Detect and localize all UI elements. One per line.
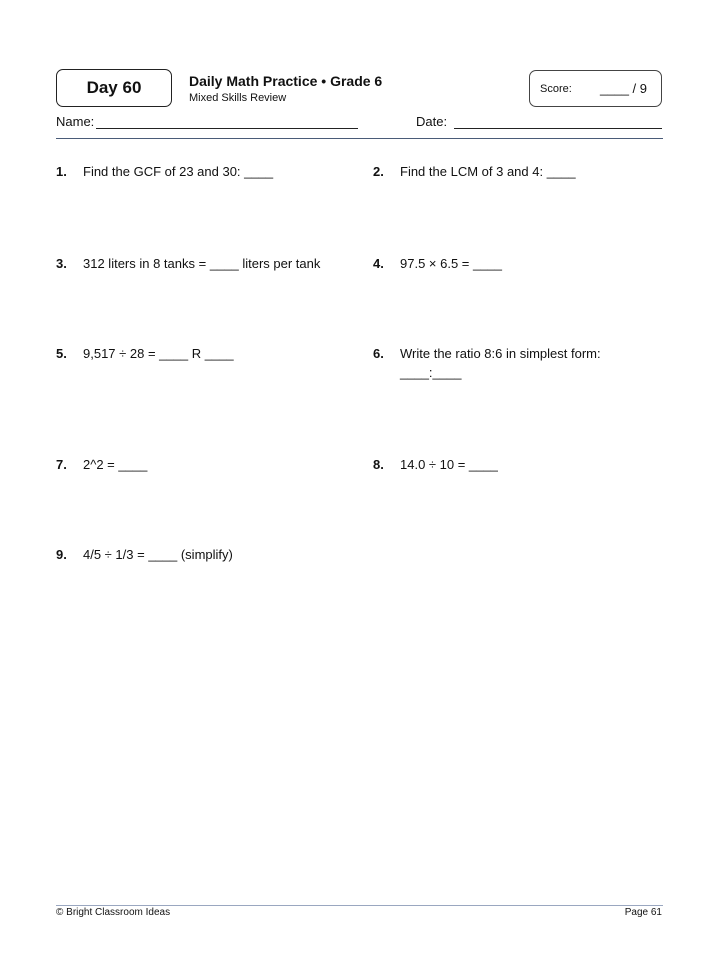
question-number: 5. xyxy=(56,346,67,361)
question-number: 1. xyxy=(56,164,67,179)
question-number: 9. xyxy=(56,547,67,562)
name-line[interactable] xyxy=(96,128,358,129)
question-text: Write the ratio 8:6 in simplest form: xyxy=(400,346,601,361)
worksheet-title: Daily Math Practice • Grade 6 xyxy=(189,73,383,89)
question-text: Find the LCM of 3 and 4: ____ xyxy=(400,164,576,179)
header-divider xyxy=(56,138,663,139)
question-text: Find the GCF of 23 and 30: ____ xyxy=(83,164,274,179)
page-number: Page 61 xyxy=(624,907,662,918)
question-text: 97.5 × 6.5 = ____ xyxy=(400,256,502,271)
score-blank: ____ / 9 xyxy=(600,81,647,96)
score-box xyxy=(529,70,662,107)
score-label: Score: xyxy=(540,83,572,95)
question-text: 14.0 ÷ 10 = ____ xyxy=(400,457,498,472)
name-label: Name: xyxy=(56,114,95,129)
question-number: 2. xyxy=(373,164,384,179)
date-line[interactable] xyxy=(454,128,662,129)
day-label-box xyxy=(56,69,172,107)
date-label: Date: xyxy=(416,114,448,129)
question-number: 6. xyxy=(373,346,384,361)
question-text: 4/5 ÷ 1/3 = ____ (simplify) xyxy=(83,547,233,562)
question-number: 3. xyxy=(56,256,67,271)
footer-divider xyxy=(56,905,663,906)
worksheet-subtitle: Mixed Skills Review xyxy=(189,92,287,104)
question-text: 312 liters in 8 tanks = ____ liters per tank xyxy=(83,256,321,271)
question-number: 7. xyxy=(56,457,67,472)
question-answer-blank: ____:____ xyxy=(400,365,462,380)
question-number: 8. xyxy=(373,457,384,472)
question-text: 2^2 = ____ xyxy=(83,457,148,472)
day-label: Day 60 xyxy=(86,78,142,97)
question-text: 9,517 ÷ 28 = ____ R ____ xyxy=(83,346,234,361)
question-number: 4. xyxy=(373,256,384,271)
footer-copyright: © Bright Classroom Ideas xyxy=(56,907,171,918)
